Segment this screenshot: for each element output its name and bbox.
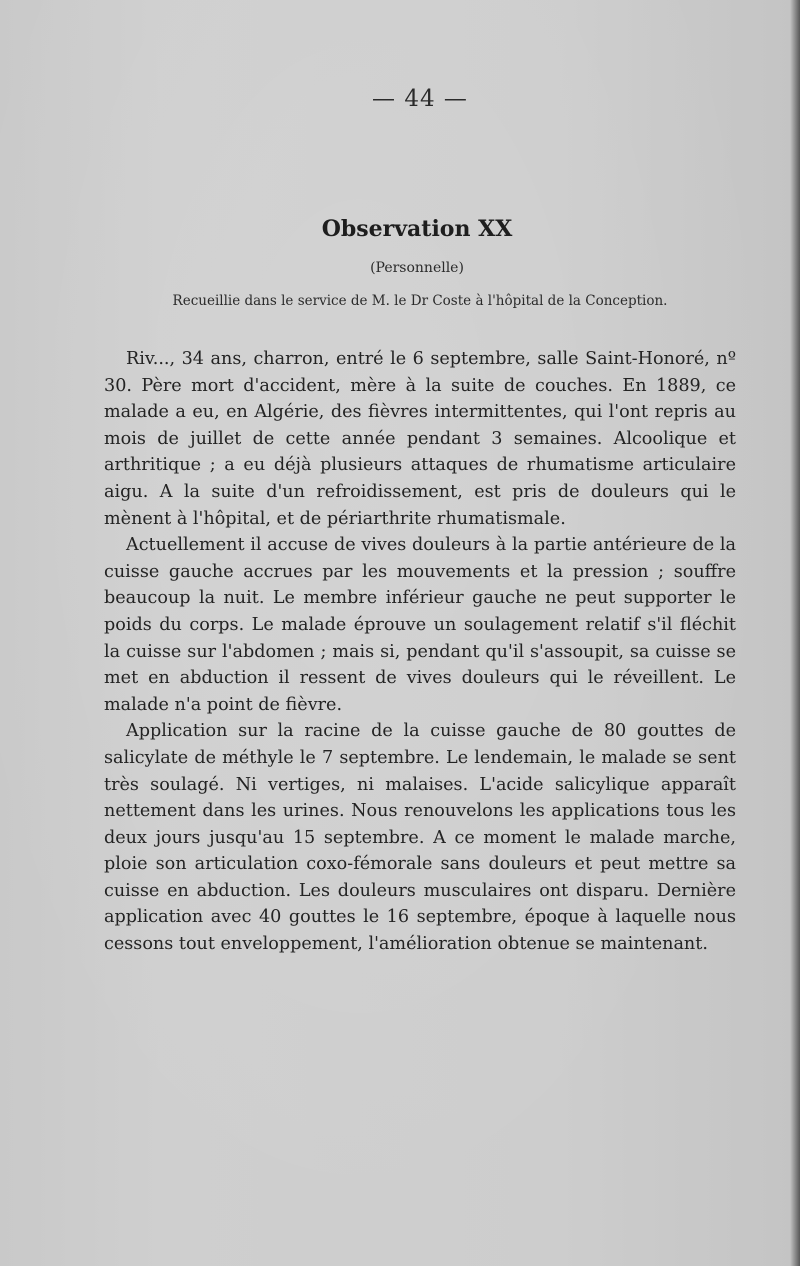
observation-subtitle: (Personnelle) xyxy=(370,260,464,276)
observation-title: Observation XX xyxy=(321,216,513,242)
paragraph-treatment: Application sur la racine de la cuisse gauche de 80 gouttes de salicylate de méthyle le 7 septembre. Le lendemain, le malade se sent très soulagé. Ni vertiges, ni malaises. L'acide salicylique apparaît nettement dans les urines. Nous renouvelons les applications tous les deux jours jusqu'au 15 septembre. A ce moment le malade marche, ploie son articulation coxo-fémorale sans douleurs et peut mettre sa cuisse en abduction. Les douleurs musculaires ont disparu. Dernière application avec 40 gouttes le 16 septembre, époque à laquelle nous cessons tout enveloppement, l'amélioration obtenue se maintenant. xyxy=(104,721,736,955)
page-edge-shadow xyxy=(790,0,800,1266)
paragraph-symptoms: Actuellement il accuse de vives douleurs à la partie antérieure de la cuisse gauche accrues par les mouvements et la pression ; souffre beaucoup la nuit. Le membre inférieur gauche ne peut supporter le poids du corps. Le malade éprouve un soulagement relatif s'il fléchit la cuisse sur l'abdomen ; mais si, pendant qu'il s'assoupit, sa cuisse se met en abduction il ressent de vives douleurs qui le réveillent. Le malade n'a point de fièvre. xyxy=(104,535,736,715)
observation-source-note: Recueillie dans le service de M. le Dr Coste à l'hôpital de la Conception. xyxy=(172,293,668,309)
page-number: — 44 — xyxy=(372,86,468,112)
observation-body xyxy=(104,346,736,958)
paragraph-history: Riv..., 34 ans, charron, entré le 6 septembre, salle Saint-Honoré, nº 30. Père mort d'accident, mère à la suite de couches. En 1889, ce malade a eu, en Algérie, des fièvres intermittentes, qui l'ont repris au mois de juillet de cette année pendant 3 semaines. Alcoolique et arthritique ; a eu déjà plusieurs attaques de rhumatisme articulaire aigu. A la suite d'un refroidissement, est pris de douleurs qui le mènent à l'hôpital, et de périarthrite rhumatismale. xyxy=(104,349,736,529)
